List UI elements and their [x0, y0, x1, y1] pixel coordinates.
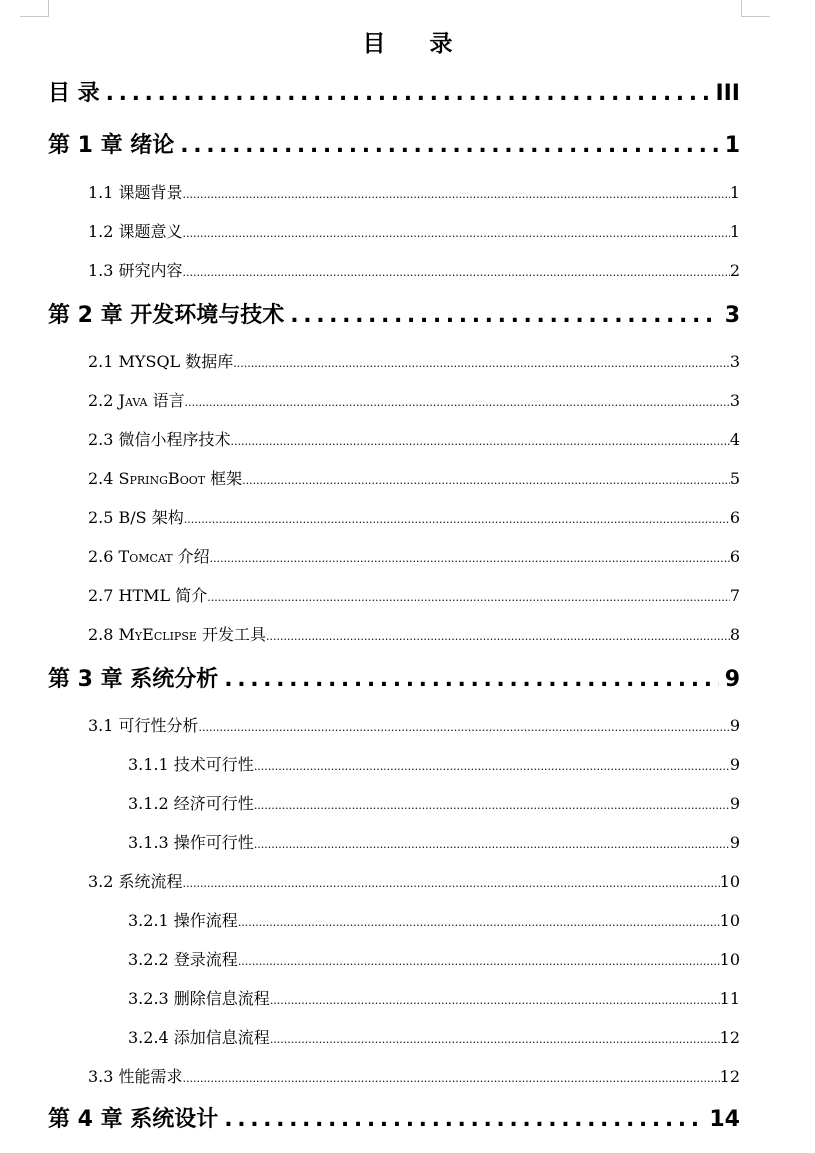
toc-entry-label: 2.3 微信小程序技术	[88, 430, 231, 449]
toc-section-entry[interactable]	[88, 869, 740, 895]
toc-dot-leader	[284, 296, 718, 336]
toc-page-number: 14	[709, 1107, 740, 1132]
toc-section-entry[interactable]	[88, 505, 740, 531]
toc-page-number: III	[715, 81, 740, 106]
toc-dot-leader	[183, 258, 730, 286]
toc-section-entry[interactable]	[88, 466, 740, 492]
toc-dot-leader	[183, 1064, 720, 1092]
toc-chapter-entry[interactable]	[48, 1100, 740, 1140]
toc-page-number: 12	[719, 1028, 740, 1047]
toc-section-entry[interactable]	[88, 219, 740, 245]
toc-entry-label: 第 1 章 绪论	[48, 133, 175, 158]
toc-page-number: 10	[719, 911, 740, 930]
toc-page-number: 6	[729, 547, 740, 566]
toc-page-number: 4	[729, 430, 740, 449]
toc-dot-leader	[210, 544, 730, 572]
toc-section-entry[interactable]	[88, 258, 740, 284]
toc-section-entry[interactable]	[88, 713, 740, 739]
toc-entry-label: 2.5 B/S 架构	[88, 508, 184, 527]
toc-page-number: 2	[729, 261, 740, 280]
toc-dot-leader	[254, 791, 730, 819]
toc-subsection-entry[interactable]	[128, 947, 740, 973]
toc-page-number: 3	[729, 352, 740, 371]
toc-dot-leader	[184, 505, 730, 533]
toc-dot-leader	[218, 1100, 703, 1140]
toc-chapter-entry[interactable]	[48, 296, 740, 336]
toc-dot-leader	[242, 466, 730, 494]
toc-page-number: 12	[719, 1067, 740, 1086]
toc-dot-leader	[233, 349, 730, 377]
toc-subsection-entry[interactable]	[128, 791, 740, 817]
toc-subsection-entry[interactable]	[128, 1025, 740, 1051]
toc-dot-leader	[254, 752, 730, 780]
toc-page-number: 10	[719, 872, 740, 891]
toc-dot-leader	[183, 869, 720, 897]
toc-page-number: 9	[729, 833, 740, 852]
toc-page-number: 10	[719, 950, 740, 969]
toc-page-number: 3	[724, 303, 740, 328]
toc-subsection-entry[interactable]	[128, 830, 740, 856]
toc-entry-label: 2.4 SpringBoot 框架	[88, 469, 243, 488]
toc-entry-label: 3.2 系统流程	[88, 872, 183, 891]
toc-page-number: 9	[729, 716, 740, 735]
toc-section-entry[interactable]	[88, 388, 740, 414]
toc-page-number: 11	[719, 989, 740, 1008]
toc-page-number: 9	[724, 667, 740, 692]
toc-entry-label: 3.1.1 技术可行性	[128, 755, 254, 774]
toc-section-entry[interactable]	[88, 1064, 740, 1090]
toc-dot-leader	[231, 427, 730, 455]
toc-page-number: 6	[729, 508, 740, 527]
toc-entry-label: 2.7 HTML 简介	[88, 586, 208, 605]
toc-entry-label: 第 4 章 系统设计	[48, 1107, 219, 1132]
toc-subsection-entry[interactable]	[128, 752, 740, 778]
toc-page-number: 8	[729, 625, 740, 644]
toc-entry-label: 目 录	[48, 81, 100, 106]
toc-entry-label: 3.3 性能需求	[88, 1067, 183, 1086]
toc-page-number: 7	[729, 586, 740, 605]
toc-dot-leader	[207, 583, 730, 611]
page-corner-mark-right	[741, 0, 770, 17]
page-corner-mark-left	[20, 0, 49, 17]
toc-page-number: 3	[729, 391, 740, 410]
toc-entry-label: 第 3 章 系统分析	[48, 667, 219, 692]
toc-entry-label: 3.2.3 删除信息流程	[128, 989, 270, 1008]
toc-dot-leader	[218, 660, 718, 700]
toc-page-number: 1	[729, 222, 740, 241]
toc-dot-leader	[270, 1025, 720, 1053]
toc-chapter-entry[interactable]	[48, 74, 740, 114]
toc-chapter-entry[interactable]	[48, 126, 740, 166]
toc-page-number: 5	[729, 469, 740, 488]
toc-dot-leader	[183, 219, 730, 247]
toc-entry-label: 2.1 MYSQL 数据库	[88, 352, 234, 371]
toc-dot-leader	[100, 74, 710, 114]
toc-section-entry[interactable]	[88, 180, 740, 206]
toc-page-number: 9	[729, 794, 740, 813]
toc-dot-leader	[185, 388, 730, 416]
toc-section-entry[interactable]	[88, 427, 740, 453]
toc-dot-leader	[183, 180, 730, 208]
toc-dot-leader	[174, 126, 718, 166]
toc-entry-label: 3.2.1 操作流程	[128, 911, 238, 930]
toc-page-number: 1	[729, 183, 740, 202]
toc-section-entry[interactable]	[88, 544, 740, 570]
toc-dot-leader	[199, 713, 730, 741]
toc-entry-label: 3.1.2 经济可行性	[128, 794, 254, 813]
toc-dot-leader	[254, 830, 730, 858]
toc-entry-label: 3.1 可行性分析	[88, 716, 199, 735]
toc-dot-leader	[238, 908, 720, 936]
toc-subsection-entry[interactable]	[128, 908, 740, 934]
toc-subsection-entry[interactable]	[128, 986, 740, 1012]
toc-entry-label: 3.1.3 操作可行性	[128, 833, 254, 852]
toc-entry-label: 3.2.2 登录流程	[128, 950, 238, 969]
toc-page-number: 1	[724, 133, 740, 158]
toc-section-entry[interactable]	[88, 349, 740, 375]
toc-section-entry[interactable]	[88, 622, 740, 648]
toc-entry-label: 1.2 课题意义	[88, 222, 183, 241]
toc-entry-label: 3.2.4 添加信息流程	[128, 1028, 270, 1047]
toc-dot-leader	[238, 947, 720, 975]
toc-entry-label: 1.1 课题背景	[88, 183, 183, 202]
toc-entry-label: 第 2 章 开发环境与技术	[48, 303, 285, 328]
toc-page-number: 9	[729, 755, 740, 774]
toc-entry-label: 2.8 MyEclipse 开发工具	[88, 625, 266, 644]
toc-entry-label: 1.3 研究内容	[88, 261, 183, 280]
toc-dot-leader	[270, 986, 720, 1014]
toc-entry-label: 2.2 Java 语言	[88, 391, 185, 410]
toc-entry-label: 2.6 Tomcat 介绍	[88, 547, 210, 566]
toc-dot-leader	[266, 622, 730, 650]
toc-title: 目 录	[362, 31, 471, 57]
toc-section-entry[interactable]	[88, 583, 740, 609]
toc-chapter-entry[interactable]	[48, 660, 740, 700]
